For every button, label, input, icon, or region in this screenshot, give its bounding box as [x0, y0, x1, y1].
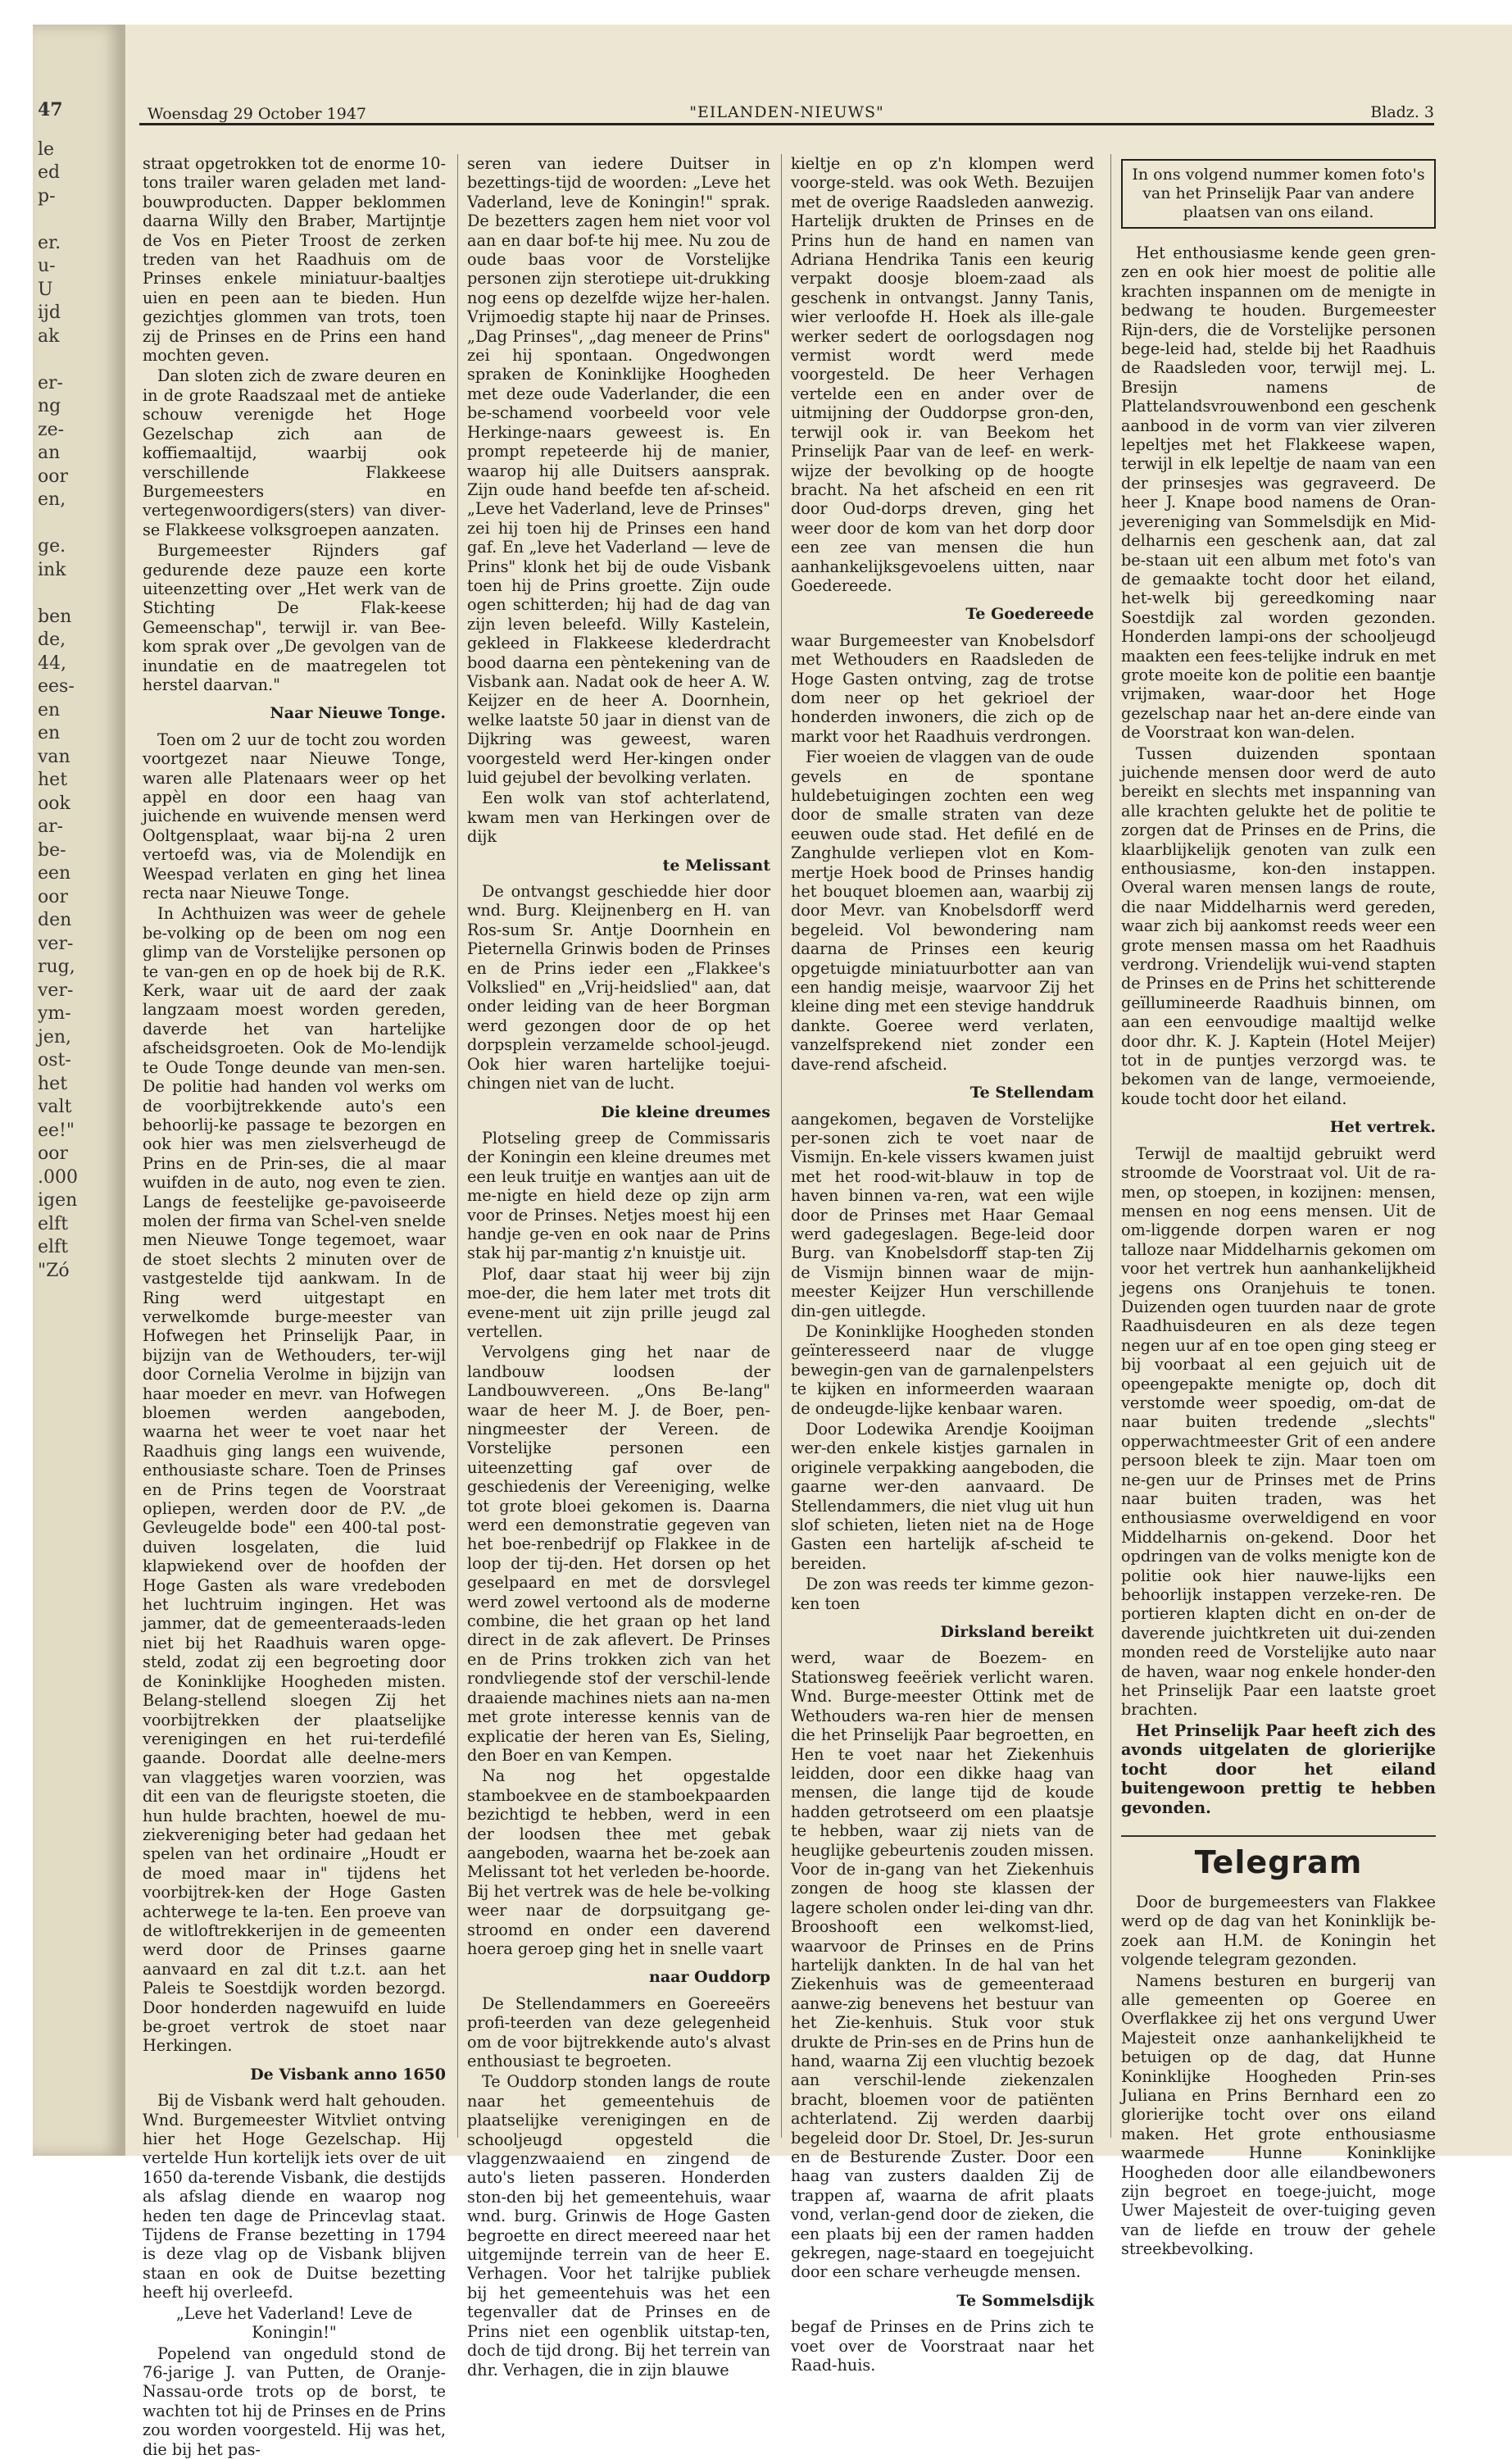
paragraph: waar Burgemeester van Knobelsdorf met Wethouders en Raadsleden de Hoge Gasten ontving, zag de trotse dom neer op het gekrioel der honderden inwoners, die zich op de markt voor het Raadhuis verdrongen. — [791, 630, 1094, 746]
prev-page-fragment: ge. — [38, 536, 66, 557]
paragraph: Te Ouddorp stonden langs de route naar het gemeentehuis de plaatselijke verenigingen en de schooljeugd opgesteld die vlaggenzwaaiend en zingend de auto's lieten passeren. Honderden ston-den bij het gemeentehuis, waar wnd. burg. Grinwis de Hoge Gasten begroette en direct meereed naar het uitgemijnde terrein van de heer E. Verhagen. Voor het talrijke publiek bij het gemeentehuis was het een tegenvaller dat de Prinses en de Prins niet een ogenblik uitstap-ten, doch de tijd drong. Bij het terrein van dhr. Verhagen, die in zijn blauwe — [467, 2072, 770, 2379]
paragraph: Door Lodewika Arendje Kooijman wer-den enkele kistjes garnalen in originele verpakking aangeboden, die gaarne wer-den aanvaard. De Stellendammers, die niet vlug uit hun slof schieten, lieten niet na de Hoge Gasten een hartelijk af-scheid te bereiden. — [791, 1420, 1094, 1573]
paragraph: seren van iedere Duitser in bezettings-tijd de woorden: „Leve het Vaderland, leve de Koningin!" sprak. De bezetters zagen hem niet voor vol aan en daar bof-te hij mee. Nu zou de oude baas voor de Vorstelijke personen zijn sterotiepe uit-drukking nog eens op dezelfde wijze her-halen. Vrijmoedig stapte hij naar de Prinses. „Dag Prinses", „dag meneer de Prins" zei hij spontaan. Ongedwongen spraken de Koninklijke Hoogheden met deze oude Vaderlander, die een be-schamend voorbeeld voor vele Herkinge-naars geweest is. En prompt repeteerde hij de manier, waarop hij alle Duitsers aansprak. Zijn oude hand beefde ten af-scheid. „Leve het Vaderland, leve de Prinses" zei hij toen hij de Prinses een hand gaf. En „leve het Vaderland — leve de Prins" klonk het bij de oude Visbank toen hij de Prins groette. Zijn oude ogen schitterden; hij had de dag van zijn leven beleefd. Willy Kastelein, gekleed in Flakkeese klederdracht bood daarna een pèntekening van de Visbank aan. Nadat ook de heer A. W. Keijzer en de heer A. Doornhein, welke laatste 50 jaar in dienst van de Dijkring was geweest, waren voorgesteld werd Her-kingen onder luid gejubel der bevolking verlaten. — [467, 154, 770, 787]
section-heading: naar Ouddorp — [649, 1968, 770, 1987]
prev-page-fragment: .000 — [38, 1166, 78, 1188]
issue-date: Woensdag 29 October 1947 — [148, 105, 366, 123]
prev-page-fragment: ver- — [38, 980, 74, 1001]
page-number: Bladz. 3 — [1370, 103, 1434, 121]
masthead — [139, 90, 1434, 125]
paragraph: Popelend van ongeduld stond de 76-jarige J. van Putten, de Oranje-Nassau-orde trots op de borst, te wachten tot hij de Prinses en de Prins zou worden voorgesteld. Hij was het, die bij het pas- — [143, 2343, 446, 2459]
paragraph: Na nog het opgestalde stamboekvee en de stamboekpaarden bezichtigd te hebben, werd in een der loodsen thee met gebak aangeboden, waarna het be-zoek aan Melissant tot het verleden be-hoorde. Bij het vertrek was de hele be-volking weer naar de dorpsuitgang ge-stroomd en onder een daverend hoera geroep ging het in snelle vaart — [467, 1766, 770, 1958]
prev-page-fragment: ng — [38, 396, 61, 416]
prev-page-fragment: rug, — [38, 957, 75, 977]
section-heading: te Melissant — [662, 856, 770, 875]
paragraph: De Koninklijke Hoogheden stonden geïnteresseerd naar de vlugge bewegin-gen van de garnalenpelsters te kijken en informeerden waaraan de ondeugde-lijke kenbaar waren. — [791, 1321, 1094, 1418]
prev-page-fragment: ver- — [38, 933, 74, 954]
prev-page-fragment: be- — [38, 839, 66, 861]
quote: „Leve het Vaderland! Leve de Koningin!" — [175, 2303, 413, 2343]
telegram-heading: Telegram — [1121, 1835, 1436, 1881]
newspaper-sheet — [33, 25, 1512, 2459]
paragraph: werd, waar de Boezem- en Stationsweg feeëriek verlicht waren. Wnd. Burge-meester Ottink met de Wethouders wa-ren hier de mensen die het Prinselijk Paar begroetten, en Hen te voet naar het Ziekenhuis leidden, door een dikke haag van mensen, die lange tijd de koude hadden getrotseerd om een plaatsje te hebben, waar zij niets van de heuglijke gebeurtenis zouden missen. Voor de in-gang van het Ziekenhuis zongen de hoog ste klassen der lagere scholen onder lei-ding van dhr. Brooshooft een welkomst-lied, waarvoor de Prinses en de Prins hartelijk dankten. In de hal van het Ziekenhuis was de gemeenteraad aanwe-zig benevens het bestuur van het Zie-kenhuis. Stuk voor stuk drukte de Prin-ses en de Prins hun de hand, waarna Zij een vluchtig bezoek aan verschil-lende ziekenzalen bracht, bloemen voor de patiënten achterlatend. Zij werden daarbij begeleid door Dr. Stoel, Dr. Jes-surun en de Besturende Zuster. Door een haag van zusters daalden Zij de trappen af, waarna de afrit plaats vond, verlan-gend door de zieken, die een plaats bij een der ramen hadden gekregen, nage-staard en toegejuicht door een schare verheugde mensen. — [791, 1648, 1094, 2282]
prev-page-fragment: ijd — [38, 302, 61, 323]
column-rule — [1110, 154, 1111, 2138]
prev-page-fragment: ed — [38, 162, 61, 183]
prev-page-fragment: den — [38, 910, 72, 930]
prev-page-fragment: en, — [38, 489, 66, 510]
prev-page-fragment: ook — [38, 793, 70, 814]
prev-page-fragment: en — [38, 723, 61, 743]
paragraph: Terwijl de maaltijd gebruikt werd stroomde de Voorstraat vol. Uit de ra-men, op stoepen, in kozijnen: mensen, mensen en nog eens mensen. Uit de om-liggende dorpen waren er nog talloze naar Middelharnis gekomen om voor het vertrek hun aanhankelijkheid jegens ons Oranjehuis te tonen. Duizenden ogen tuurden naar de grote Raadhuisdeuren en als deze tegen negen uur af en toe open ging steeg er bij voorbaat al een gejuich uit de opeengepakte menigte op, doch dit verstomde weer spoedig, om-dat de naar buiten tredende „slechts" opperwachtmeester Grit of een andere persoon bleek te zijn. Maar toen om ne-gen uur de Prinses met de Prins naar buiten traden, was het enthousiasme overweldigend en voor Middelharnis on-gekend. Door het opdringen van de volks menigte kon de politie ook hier nauwe-lijks een behoorlijk instappen verzeke-ren. De portieren klapten dicht en on-der de daverende juichtkreten uit dui-zenden monden reed de Vorstelijke auto naar de haven, waar nog enkele honder-den het Prinselijk Paar een laatste groet brachten. — [1121, 1143, 1436, 1720]
article-column-3 — [791, 154, 1094, 2375]
prev-page-fragment: "Zó — [38, 1260, 70, 1281]
column-rule — [781, 154, 782, 2138]
section-heading: Het vertrek. — [1329, 1118, 1436, 1137]
prev-page-fragment: oor — [38, 886, 69, 907]
prev-page-fragment: er- — [38, 372, 63, 393]
paragraph: straat opgetrokken tot de enorme 10-tons trailer waren geladen met land-bouwproducten. Dapper beklommen daarna Willy den Braber, Martijntje de Vos en Pieter Troost de zerken treden van het Raadhuis om de Prinses enkele miniatuur-baaltjes uien en peen aan te bieden. Hun gezichtjes glommen van trots, toen zij de Prinses en de Prins een hand mochten geven. — [143, 154, 446, 366]
paragraph: aangekomen, begaven de Vorstelijke per-sonen zich te voet naar de Vismijn. En-kele vissers kwamen juist met het rood-wit-blauw in top de haven binnen va-ren, wat een wijle door de Prinses met Haar Gemaal werd gadegeslagen. Bege-leid door Burg. van Knobelsdorff stap-ten Zij de Vismijn binnen waar de mijn-meester Keijzer Hun verschillende din-gen uitlegde. — [791, 1109, 1094, 1320]
prev-page-fragment: 47 — [38, 99, 63, 120]
prev-page-fragment: elft — [38, 1213, 69, 1234]
paragraph: Toen om 2 uur de tocht zou worden voortgezet naar Nieuwe Tonge, waren alle Platenaars weer op het appèl en door een haag van juichende en wuivende mensen werd Ooltgensplaat, waar bij-na 2 uren vertoefd was, via de Molendijk en Weespad verlaten en ging het linea recta naar Nieuwe Tonge. — [143, 730, 446, 903]
prev-page-fragment: het — [38, 1073, 68, 1094]
prev-page-fragment: van — [38, 746, 70, 767]
prev-page-fragment: p- — [38, 185, 56, 207]
prev-page-fragment: U — [38, 279, 53, 300]
previous-page-edge — [33, 25, 125, 2156]
prev-page-fragment: le — [38, 139, 55, 160]
section-heading: Dirksland bereikt — [940, 1623, 1094, 1642]
paragraph: kieltje en op z'n klompen werd voorge-steld. was ook Weth. Bezuijen met de overige Raadsleden aanwezig. Hartelijk drukten de Prinses en de Prins hun de hand en namen van Adriana Hendrika Tanis een keurig verpakt doosje bloem-zaad als geschenk in ontvangst. Janny Tanis, wier verloofde H. Hoek als ille-gale werker sedert de oorlogsdagen nog vermist wordt werd mede voorgesteld. De heer Verhagen vertelde een en ander over de uitmijning der Ouddorpse gron-den, terwijl ook ir. van Beekom het Prinselijk Paar van de leef- en werk-wijze der bevolking op de hoogte bracht. Na het afscheid en een rit door Oud-dorps dreven, ging het weer door de kom van het dorp door een zee van mensen die hun aanhankelijksgevoelens uitten, naar Goedereede. — [791, 154, 1094, 595]
paragraph: Fier woeien de vlaggen van de oude gevels en de spontane huldebetuigingen zochten een weg door de smalle straten van deze eeuwen oude stad. Het defilé en de Zanghulde verliepen vlot en Kom-mertje Hoek bood de Prinses handig het bouquet bloemen aan, waarbij zij door Mevr. van Knobelsdorff werd begeleid. Vol bewondering nam daarna de Prinses een keurig opgetuigde miniatuurbotter aan van een handig meisje, waarvoor Zij het kleine ding met een stevige handdruk dankte. Goeree werd verlaten, vanzelfsprekend niet zonder een dave-rend afscheid. — [791, 748, 1094, 1074]
prev-page-fragment: ym- — [38, 1003, 71, 1024]
paragraph: Een wolk van stof achterlatend, kwam men van Herkingen over de dijk — [467, 789, 770, 847]
prev-page-fragment: jen, — [38, 1026, 72, 1048]
announcement-box: In ons volgend nummer komen foto's van het Prinselijk Paar van andere plaatsen van ons eiland. — [1121, 159, 1436, 229]
paragraph: Bij de Visbank werd halt gehouden. Wnd. Burgemeester Witvliet ontving hier het Hoge Gezelschap. Hij vertelde Hun kortelijk iets over de uit 1650 da-terende Visbank, die destijds als afslag diende en waarop nog heden ten dage de Princevlag staat. Tijdens de Franse bezetting in 1794 is deze vlag op de Visbank blijven staan en ook de Duitse bezetting heeft hij overleefd. — [143, 2091, 446, 2302]
paragraph: De zon was reeds ter kimme gezon-ken toen — [791, 1575, 1094, 1613]
prev-page-fragment: ee!" — [38, 1120, 75, 1141]
prev-page-fragment — [33, 348, 123, 372]
section-heading: Naar Nieuwe Tonge. — [270, 704, 446, 723]
prev-page-fragment: valt — [38, 1097, 72, 1117]
prev-page-fragment: u- — [38, 256, 56, 276]
paragraph: Door de burgemeesters van Flakkee werd op de dag van het Koninklijk be-zoek aan H.M. de Koningin het volgende telegram gezonden. — [1121, 1892, 1436, 1970]
prev-page-fragment: het — [38, 770, 68, 790]
prev-page-fragment: an — [38, 443, 61, 463]
prev-page-fragment — [33, 512, 123, 536]
prev-page-fragment: en — [38, 699, 61, 720]
paragraph: Plof, daar staat hij weer bij zijn moe-der, die hem later met trots dit evene-ment uit zijn prille jeugd zal vertellen. — [467, 1264, 770, 1341]
article-column-2 — [467, 154, 770, 2379]
prev-page-fragment: oor — [38, 466, 69, 487]
paragraph: Namens besturen en burgerij van alle gemeenten op Goeree en Overflakkee zij het ons vergund Uwer Majesteit onze aanhankelijkheid te betuigen op de dag, dat Hunne Koninklijke Hoogheden Prin-ses Juliana en Prins Bernhard een zo glorierijke tocht over ons eiland maken. Het grote enthousiasme waarmede Hunne Koninklijke Hoogheden door alle eilandbewoners zijn begroet en toege-juicht, moge Uwer Majesteit de over-tuiging geven van de liefde en trouw der gehele streekbevolking. — [1121, 1970, 1436, 2259]
closing-note: Het Prinselijk Paar heeft zich des avonds uitgelaten de glorierijke tocht door het eiland buitengewoon prettig te hebben gevonden. — [1121, 1720, 1436, 1817]
article-column-1 — [143, 154, 446, 2459]
prev-page-fragment — [33, 582, 123, 606]
prev-page-fragment: 44, — [38, 652, 66, 674]
section-heading: Die kleine dreumes — [601, 1102, 770, 1121]
prev-page-fragment — [33, 208, 123, 232]
paragraph: Vervolgens ging het naar de landbouw loodsen der Landbouwvereen. „Ons Be-lang" waar de heer M. J. de Boer, pen-ningmeester der Vereen. de Vorstelijke personen een uiteenzetting gaf over de geschiedenis der Vereeniging, welke tot grote bloei gekomen is. Daarna werd een demonstratie gegeven van het boe-renbedrijf op Flakkee in de loop der tij-den. Het dorsen op het geselpaard en met de dorsvlegel werd zowel vertoond als de moderne combine, die het graan op het land direct in de zak aflevert. De Prinses en de Prins trokken zich van het rondvliegende stof der verschil-lende draaiende machines niets aan na-men met grote interesse kennis van de explicatie der heren van Es, Sieling, den Boer en van Kempen. — [467, 1343, 770, 1765]
paragraph: Tussen duizenden spontaan juichende mensen door werd de auto bereikt en slechts met inspanning van alle krachten gelukte het de politie te zorgen dat de Prinses en de Prins, die klaarblijkelijk genoten van zulk een enthousiasme, kon-den instappen. Overal waren mensen langs de route, die naar Middelharnis werd gereden, waar zich bij aankomst reeds weer een grote mensen massa om het Raadhuis verdrong. Vriendelijk wui-vend stapten de Prinses en de Prins het schitterende geïllumineerde Raadhuis binnen, om aan een eenvoudige maaltijd welke door dhr. K. J. Kaptein (Hotel Meijer) tot in de puntjes verzorgd was. te bekomen van de lange, vermoeiende, koude tocht door het eiland. — [1121, 743, 1436, 1108]
prev-page-fragment: ak — [38, 325, 60, 347]
prev-page-fragment: er. — [38, 232, 61, 253]
section-heading: Te Goedereede — [965, 605, 1094, 624]
newspaper-name: "EILANDEN-NIEUWS" — [689, 103, 884, 121]
paragraph: Dan sloten zich de zware deuren en in de grote Raadszaal met de antieke schouw verenigde het Hoge Gezelschap zich aan de koffiemaaltijd, waarbij ook verschillende Flakkeese Burgemeesters en vertegenwoordigers(sters) van diver-se Flakkeese volksgroepen aanzaten. — [143, 366, 446, 539]
prev-page-fragment: ben — [38, 606, 72, 627]
article-column-4 — [1121, 154, 1436, 2259]
prev-page-fragment: ees- — [38, 676, 75, 697]
prev-page-fragment: ar- — [38, 816, 64, 837]
paragraph: In Achthuizen was weer de gehele be-volking op de been om nog een glimp van de Vorstelijke personen op te van-gen en op de hoek bij de R.K. Kerk, waar uit de aard der zaak langzaam moest worden gereden, daverde het van hartelijke afscheidsgroeten. Ook de Mo-lendijk te Oude Tonge deunde van men-sen. De politie had handen vol werks om de voorbijtrekkende auto's een behoorlij-ke passage te bezorgen en ook hier was men zielsverheugd de Prins en de Prin-ses, die al maar wuifden in de auto, nog even te zien. Langs de feestelijke ge-pavoiseerde molen der firma van Schel-ven snelde men Nieuwe Tonge tegemoet, waar de stoet slechts 2 minuten over de vastgestelde tijd aankwam. In de Ring werd uitgestapt en verwelkomde burge-meester van Hofwegen het Prinselijk Paar, in bijzijn van de Wethouders, ter-wijl door Cornelia Verolme in bijzijn van haar moeder en mevr. van Hofwegen bloemen werden aangeboden, waarna het weer te voet naar het Raadhuis ging langs een wuivende, enthousiaste schare. Toen de Prinses en de Prins tegen de Voorstraat opliepen, werden door de P.V. „de Gevleugelde bode" een 400-tal post-duiven losgelaten, die luid klapwiekend over de hoofden der Hoge Gasten als ware vredeboden het luchtruim ingingen. Het was jammer, dat de gemeenteraads-leden niet bij het Raadhuis waren opge-steld, zodat zij een begroeting door de Koninklijke Hoogheden misten. Belang-stellend sloegen Zij het voorbijtrekken der plaatselijke verenigingen en het rui-terdefilé gaande. Doordat alle deelne-mers van vlaggetjes waren voorzien, was dit een van de fleurigste stoeten, die hun hulde brachten, hoewel de mu-ziekvereniging beter had gedaan het spelen van het ordinaire „Houdt er de moed maar in" tijdens het voorbijtrek-ken der Hoge Gasten achterwege te la-ten. Een proeve van de witloftrekkerijen in de gemeenten werd door de Prinses gaarne aanvaard en zal dit t.z.t. aan het Paleis te Soestdijk worden bezorgd. Door honderden nagewuifd en luide be-groet vertrok de stoet naar Herkingen. — [143, 904, 446, 2056]
paragraph: begaf de Prinses en de Prins zich te voet over de Voorstraat naar het Raad-huis. — [791, 2317, 1094, 2375]
paragraph: Plotseling greep de Commissaris der Koningin een kleine dreumes met een leuk truitje en wantjes aan uit de me-nigte en hield deze op zijn arm voor de Prinses. Netjes moest hij een handje ge-ven en ook naar de Prins stak hij par-mantig z'n knuistje uit. — [467, 1128, 770, 1263]
paragraph: De Stellendammers en Goereeërs profi-teerden van deze gelegenheid om de voor bijtrekkende auto's alvast enthousiast te begroeten. — [467, 1993, 770, 2070]
prev-page-fragment: oor — [38, 1143, 69, 1164]
prev-page-fragment: elft — [38, 1237, 69, 1257]
section-heading: Te Sommelsdijk — [956, 2291, 1094, 2310]
section-heading: Te Stellendam — [969, 1084, 1094, 1102]
prev-page-fragment: een — [38, 863, 71, 884]
prev-page-fragment: de, — [38, 630, 66, 650]
prev-page-fragment: ost- — [38, 1050, 71, 1070]
prev-page-fragment: igen — [38, 1190, 78, 1211]
prev-page-fragment: ink — [38, 559, 66, 580]
prev-page-fragment: ze- — [38, 419, 65, 440]
section-heading: De Visbank anno 1650 — [250, 2065, 446, 2084]
column-rule — [457, 154, 458, 2138]
paragraph: Het enthousiasme kende geen gren-zen en ook hier moest de politie alle krachten inspannen om de menigte in bedwang te houden. Burgemeester Rijn-ders, die de Vorstelijke personen bege-leid had, stelde bij het Raadhuis de Raadsleden voor, terwijl mej. L. Bresijn namens de Plattelandsvrouwenbond een geschenk aanbood in de vorm van vier zilveren lepeltjes met het Flakkeese wapen, terwijl in elk lepeltje de naam van een der prinsesjes was gegraveerd. De heer J. Knape bood namens de Oran-jevereniging van Sommelsdijk en Mid-delharnis een geschenk aan, dat zal be-staan uit een album met foto's van de gemaakte tocht door het eiland, het-welk bij gereedkoming naar Soestdijk zal worden gezonden. Honderden lampi-ons der schooljeugd maakten een fees-telijke indruk en met grote moeite kon de politie een baantje vrijmaken, waar-door het Hoge gezelschap naar het an-dere einde van de Voorstraat kon wan-delen. — [1121, 243, 1436, 743]
paragraph: De ontvangst geschiedde hier door wnd. Burg. Kleijnenberg en H. van Ros-sum Sr. Antje Doornhein en Pieternella Grinwis boden de Prinses en de Prins ieder een „Flakkee's Volkslied" en „Vrij-heidslied" aan, dat onder leiding van de heer Borgman werd gezongen door de op het dorpsplein verzamelde school-jeugd. Ook hier waren hartelijke toejui-chingen niet van de lucht. — [467, 882, 770, 1093]
paragraph: Burgemeester Rijnders gaf gedurende deze pauze een korte uiteenzetting over „Het werk van de Stichting De Flak-keese Gemeenschap", terwijl ir. van Bee-kom sprak over „De gevolgen van de inundatie en de maatregelen tot herstel daarvan." — [143, 541, 446, 694]
